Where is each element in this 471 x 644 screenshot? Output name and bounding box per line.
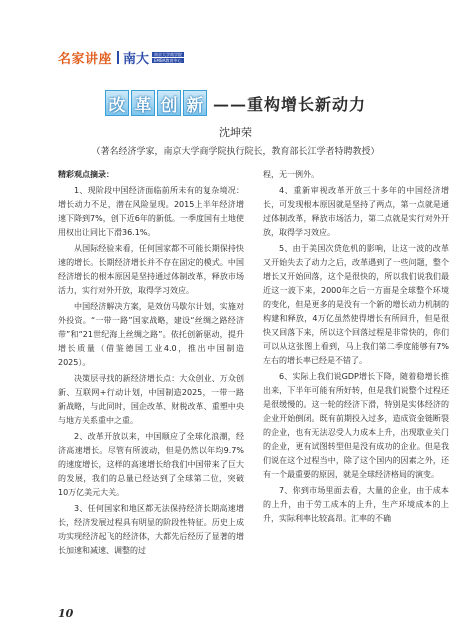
column-name: 名家讲座 bbox=[58, 51, 113, 67]
paragraph: 2、改革开放以来，中国顺应了全球化浪潮，经济高速增长。尽管有所波动，但是仍然以年均9.7%的速度增长，这样的高速增长给我们中国带来了巨大的发展，我们的总量已经达到了全球第二位，突破10万亿美元大关。 bbox=[58, 432, 244, 497]
page-number: 10 bbox=[58, 607, 74, 620]
header-divider bbox=[117, 51, 119, 64]
title-badge-char: 创 bbox=[157, 90, 181, 116]
left-column bbox=[58, 168, 244, 558]
brand-subtitle-line: 南京大学商学院 bbox=[154, 51, 183, 57]
brand-subtitle bbox=[152, 51, 184, 63]
section-heading: 精彩观点摘录： bbox=[58, 170, 114, 179]
article-title bbox=[0, 90, 471, 116]
paragraph: 7、你到市场里面去看，大量的企业，由于成本的上升，由于劳工成本的上升，生产环境成本的上升，实际利率比较高昂。汇率的不确 bbox=[263, 486, 449, 523]
title-badge-char: 新 bbox=[183, 90, 207, 116]
paragraph: 6、实际上我们说GDP增长下降，随着稳增长推出来，下半年可能有所好转，但是我们说整个过程还是很缓慢的。这一轮的经济下滑，特别是实体经济的企业开始倒闭。既有前期投入过多，造成资金链断裂的企业，也有无法忍受人力成本上升，出现歇业关门的企业，更有试图转型但是没有成功的企业。但是我们说在这个过程当中，除了这个国内的因素之外，还有一个最重要的原因，就是全球经济格局的演变。 bbox=[263, 372, 449, 479]
paragraph: 4、重新审视改革开放三十多年的中国经济增长，可发现根本原因就是坚持了两点，第一点就是通过体制改革，释放市场活力，第二点就是实行对外开放，取得学习效应。 bbox=[263, 186, 449, 237]
paragraph: 5、由于美国次贷危机的影响，让这一波的改革又开始失去了动力之后，改革遇到了一些问题，整个增长又开始回落，这个是很快的，所以我们说我们最近这一波下来，2000年之后一方面是全球整个环境的变化，但是更多的是没有一个新的增长动力机制的构建和释放，4万亿虽然使得增长有所回升，但是很快又回落下来，所以这个回落过程是非常快的，你们可以从这张图上看到，马上我们第二季度能够有7%左右的增长率已经是不错了。 bbox=[263, 244, 449, 365]
column-header bbox=[58, 48, 184, 66]
brand-logo-text: 南大 bbox=[123, 51, 150, 67]
title-badge bbox=[105, 90, 207, 116]
paragraph: 中国经济解决方案，是效仿马歇尔计划，实施对外投资。“一带一路”国家战略，建设“丝绸之路经济带”和“21世纪海上丝绸之路”。依托创新驱动，提升增长质量（借鉴德国工业4.0，推出中国制造2025）。 bbox=[58, 302, 244, 367]
paragraph: 决策层寻找的新经济增长点：大众创业、万众创新、互联网+行动计划，中国制造2025，一带一路新战略，与此同时，国企改革、财税改革、重塑中央与地方关系重中之重。 bbox=[58, 374, 244, 425]
brand-subtitle-line: EMBA教育中心 bbox=[152, 58, 184, 63]
paragraph-continued: 程，无一例外。 bbox=[263, 170, 319, 179]
paragraph: 1、现阶段中国经济面临前所未有的复杂境况：增长动力不足，潜在风险显现。2015上半年经济增速下降到7%，创下近6年的新低。一季度国有土地使用权出让同比下滑36.1%。 bbox=[58, 186, 244, 237]
title-badge-char: 改 bbox=[105, 90, 129, 116]
author-name: 沈坤荣 bbox=[219, 126, 252, 139]
author-note: （著名经济学家，南京大学商学院执行院长，教育部长江学者特聘教授） bbox=[91, 147, 380, 157]
right-column bbox=[263, 168, 449, 526]
title-badge-char: 革 bbox=[131, 90, 155, 116]
paragraph: 从国际经验来看，任何国家都不可能长期保持快速的增长。长期经济增长并不存在固定的模式。中国经济增长的根本原因是坚持通过体制改革，释放市场活力，实行对外开放，取得学习效应。 bbox=[58, 244, 244, 295]
paragraph: 3、任何国家和地区都无法保持经济长期高速增长，经济发展过程具有明显的阶段性特征。历史上成功实现经济起飞的经济体，大都先后经历了显著的增长加速和减速、调整的过 bbox=[58, 504, 244, 555]
title-text: ——重构增长新动力 bbox=[212, 94, 366, 114]
